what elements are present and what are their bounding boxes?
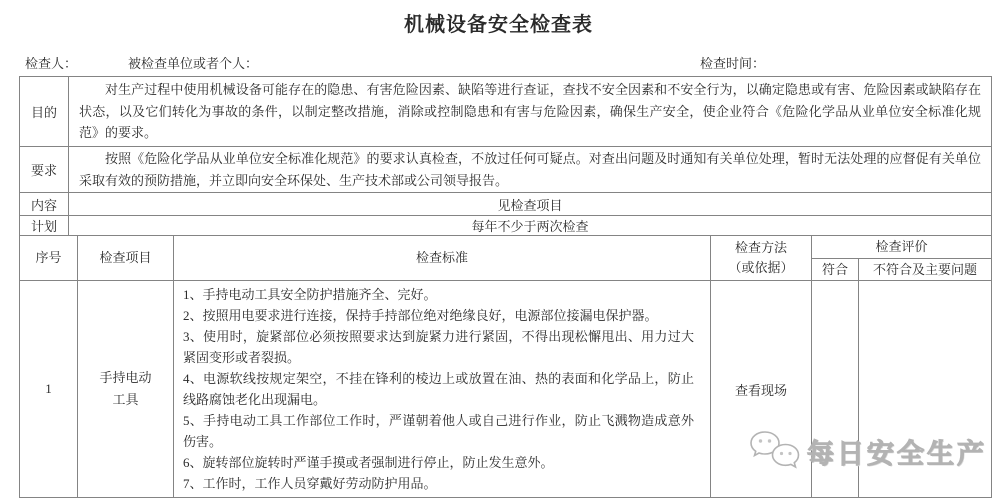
requirement-text: 按照《危险化学品从业单位安全标准化规范》的要求认真检查，不放过任何可疑点。对查出问题及时通知有关单位处理，暂时无法处理的应督促有关单位采取有效的预防措施，并立即向安全环保处、生产技术部或公司领导报告。: [79, 151, 981, 188]
requirement-row: [20, 147, 992, 193]
purpose-text: 对生产过程中使用机械设备可能存在的隐患、有害危险因素、缺陷等进行查证，查找不安全因素和不安全行为，以确定隐患或有害、危险因素或缺陷存在状态，以及它们转化为事故的条件，以制定整改措施，消除或控制隐患和有害与危险因素，确保生产安全，使企业符合《危险化学品从业单位安全标准化规范》的要求。: [79, 82, 981, 141]
standard-item: 1、手持电动工具安全防护措施齐全、完好。: [183, 287, 437, 302]
row-item: [78, 281, 174, 498]
standards-list: [183, 284, 694, 494]
purpose-label: 目的: [20, 77, 69, 147]
inspected-unit-label: 被检查单位或者个人：: [128, 56, 259, 71]
standard-header: 检查标准: [174, 236, 711, 281]
summary-table: [19, 76, 992, 236]
requirement-label: 要求: [20, 147, 69, 193]
row-item-text: 手持电动工具: [99, 370, 152, 407]
item-header: 检查项目: [78, 236, 174, 281]
standard-item: 5、手持电动工具工作部位工作时，严谨朝着他人或自己进行作业，防止飞溅物造成意外伤害。: [183, 413, 694, 449]
info-bar: [0, 53, 997, 71]
row-standards: [174, 281, 711, 498]
standard-item: 2、按照用电要求进行连接，保持手持部位绝对绝缘良好，电源部位接漏电保护器。: [183, 308, 658, 323]
watermark-text: 每日安全生产: [807, 438, 987, 469]
conform-header: 符合: [812, 259, 859, 281]
plan-row: [20, 216, 992, 236]
content-row: [20, 193, 992, 216]
content-text: 见检查项目: [69, 193, 992, 216]
standard-item: 3、使用时，旋紧部位必须按照要求达到旋紧力进行紧固，不得出现松懈甩出、用力过大紧固变形或者裂损。: [183, 329, 694, 365]
wechat-icon: [749, 430, 801, 472]
method-header: [711, 236, 812, 281]
standard-item: 4、电源软线按规定架空，不挂在锋利的棱边上或放置在油、热的表面和化学品上，防止线路腐蚀老化出现漏电。: [183, 371, 694, 407]
checklist-header-row-1: [20, 236, 992, 259]
page-title: 机械设备安全检查表: [404, 14, 593, 36]
inspector-label: 检查人：: [25, 56, 78, 71]
nonconform-header: 不符合及主要问题: [859, 259, 992, 281]
method-header-line2: （或依据）: [728, 260, 794, 275]
watermark: [749, 430, 987, 472]
row-method: 查看现场: [711, 281, 812, 498]
plan-label: 计划: [20, 216, 69, 236]
evaluation-header: 检查评价: [812, 236, 992, 259]
purpose-row: [20, 77, 992, 147]
row-seq: 1: [20, 281, 78, 498]
content-label: 内容: [20, 193, 69, 216]
standard-item: 7、工作时，工作人员穿戴好劳动防护用品。: [183, 476, 437, 491]
inspection-time-label: 检查时间：: [700, 56, 766, 71]
standard-item: 6、旋转部位旋转时严谨手摸或者强制进行停止，防止发生意外。: [183, 455, 554, 470]
seq-header: 序号: [20, 236, 78, 281]
method-header-line1: 检查方法: [734, 240, 787, 255]
plan-text: 每年不少于两次检查: [69, 216, 992, 236]
